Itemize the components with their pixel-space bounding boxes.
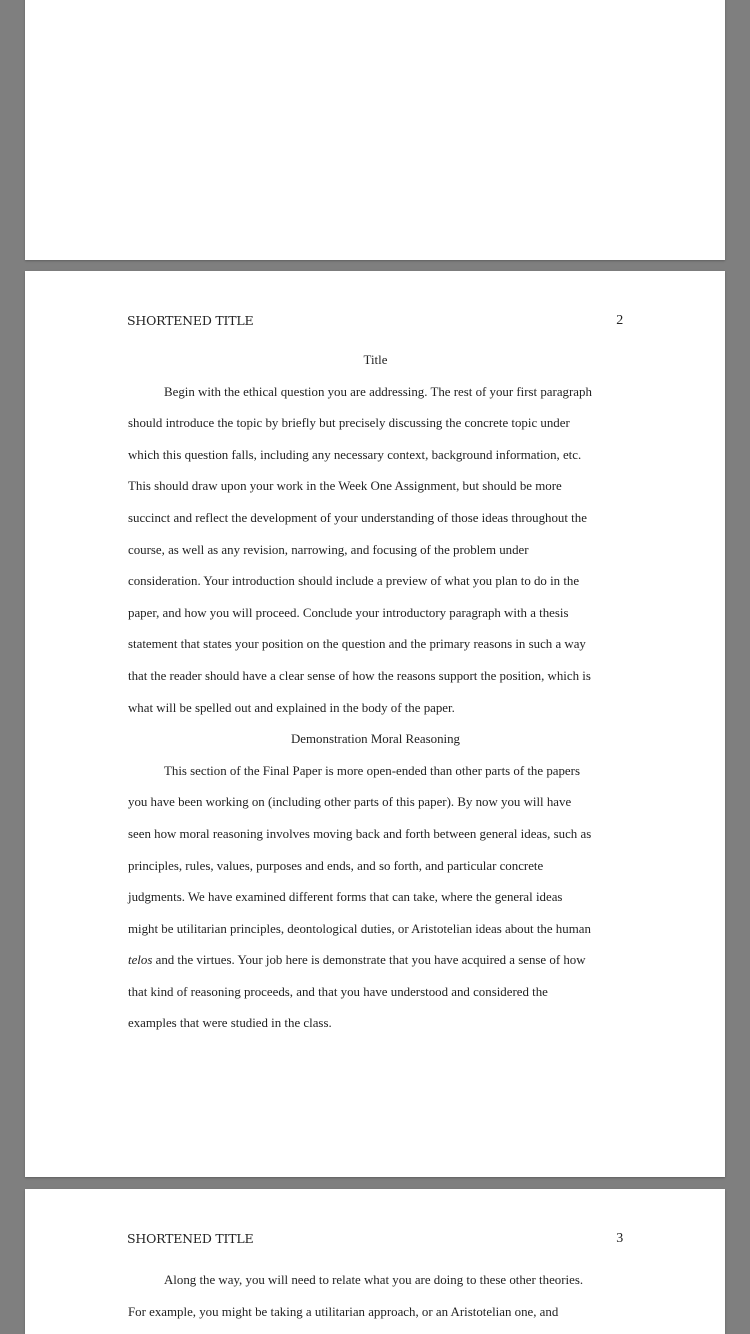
paragraph-line: This should draw upon your work in the Week One Assignment, but should be more <box>128 479 562 494</box>
paragraph-line: that the reader should have a clear sense of how the reasons support the position, which is <box>128 668 591 683</box>
page-number: 3 <box>616 1231 623 1246</box>
page-body <box>128 1265 623 1328</box>
running-head-title: SHORTENED TITLE <box>127 313 254 328</box>
paragraph-line: This section of the Final Paper is more open-ended than other parts of the papers <box>164 763 580 778</box>
paragraph-line: judgments. We have examined different forms that can take, where the general ideas <box>128 890 563 905</box>
page-body <box>128 345 623 1040</box>
paragraph-line: For example, you might be taking a utilitarian approach, or an Aristotelian one, and <box>128 1304 559 1319</box>
paragraph-line: seen how moral reasoning involves moving back and forth between general ideas, such as <box>128 826 592 841</box>
italic-term: telos <box>128 953 153 968</box>
paragraph-line-text: and the virtues. Your job here is demonstrate that you have acquired a sense of how <box>155 953 586 968</box>
paragraph-line: statement that states your position on the question and the primary reasons in such a way <box>128 637 586 652</box>
paragraph-line: which this question falls, including any necessary context, background information, etc. <box>128 447 582 462</box>
running-head-title: SHORTENED TITLE <box>127 1231 254 1246</box>
paragraph-line: should introduce the topic by briefly but precisely discussing the concrete topic under <box>128 416 570 431</box>
paragraph-line: what will be spelled out and explained in the body of the paper. <box>128 700 455 715</box>
section-heading: Demonstration Moral Reasoning <box>291 732 460 747</box>
paragraph-line: you have been working on (including other parts of this paper). By now you will have <box>128 795 572 810</box>
paragraph-line: succinct and reflect the development of your understanding of those ideas throughout the <box>128 510 587 525</box>
paragraph-line: course, as well as any revision, narrowing, and focusing of the problem under <box>128 542 529 557</box>
paragraph-line: Begin with the ethical question you are addressing. The rest of your first paragraph <box>164 384 592 399</box>
paragraph-line <box>128 945 623 977</box>
page-2 <box>25 271 725 1177</box>
paragraph-line: that kind of reasoning proceeds, and that you have understood and considered the <box>128 984 548 999</box>
page-1 <box>25 0 725 260</box>
paragraph-line: Along the way, you will need to relate what you are doing to these other theories. <box>164 1273 584 1287</box>
paper-title: Title <box>363 353 388 367</box>
paragraph-line: might be utilitarian principles, deontological duties, or Aristotelian ideas about the human <box>128 921 591 936</box>
page-number: 2 <box>616 313 623 328</box>
paragraph-line: principles, rules, values, purposes and ends, and so forth, and particular concrete <box>128 858 544 873</box>
page-3 <box>25 1189 725 1334</box>
paragraph-line: paper, and how you will proceed. Conclude your introductory paragraph with a thesis <box>128 605 569 620</box>
paragraph-line: consideration. Your introduction should include a preview of what you plan to do in the <box>128 574 580 589</box>
paragraph-line: examples that were studied in the class. <box>128 1016 332 1031</box>
